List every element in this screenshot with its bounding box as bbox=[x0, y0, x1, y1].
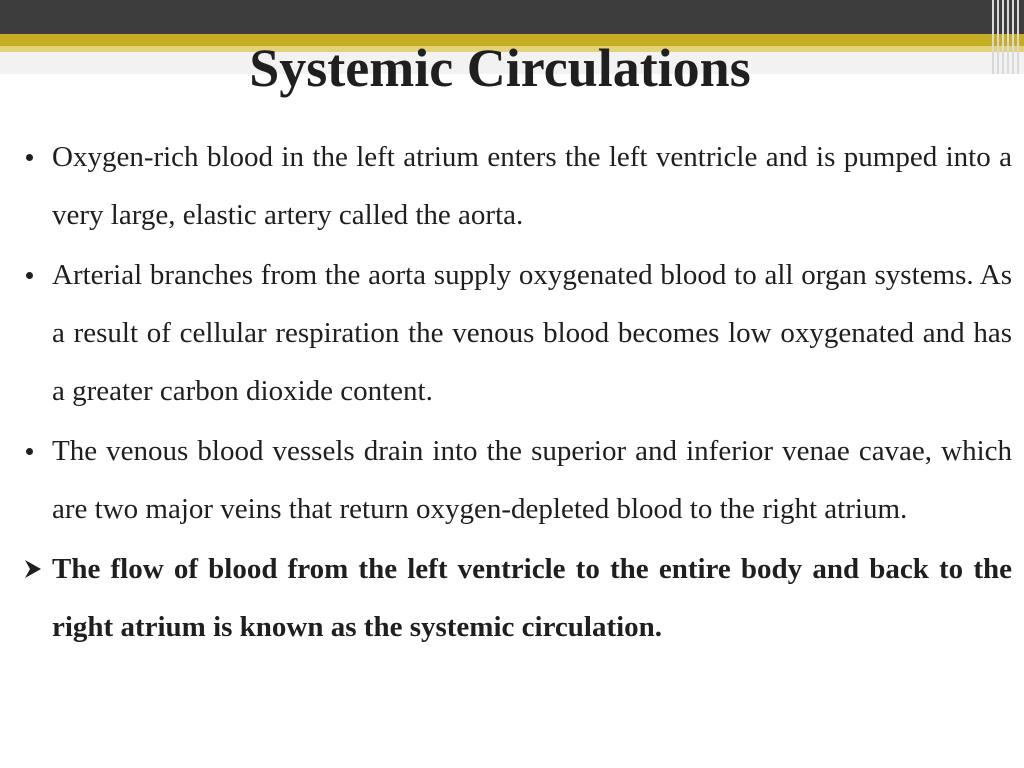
slide-body bbox=[22, 128, 1012, 658]
slide-title: Systemic Circulations bbox=[249, 38, 751, 98]
header-dark-bar bbox=[0, 0, 1024, 34]
bullet-text: Arterial branches from the aorta supply oxygenated blood to all organ systems. As a result of cellular respiration the venous blood becomes low oxygenated and has a greater carbon dioxide content. bbox=[52, 259, 1012, 407]
bullet-text: The venous blood vessels drain into the superior and inferior venae cavae, which are two major veins that return oxygen-depleted blood to the right atrium. bbox=[52, 435, 1012, 525]
summary-item bbox=[22, 540, 1012, 656]
bullet-item-3 bbox=[22, 422, 1012, 538]
bullet-text: Oxygen-rich blood in the left atrium enters the left ventricle and is pumped into a very large, elastic artery called the aorta. bbox=[52, 141, 1012, 231]
bullet-item-1 bbox=[22, 128, 1012, 244]
bullet-item-2 bbox=[22, 246, 1012, 420]
summary-text: The flow of blood from the left ventricle to the entire body and back to the right atrium is known as the systemic circulation. bbox=[52, 553, 1012, 643]
